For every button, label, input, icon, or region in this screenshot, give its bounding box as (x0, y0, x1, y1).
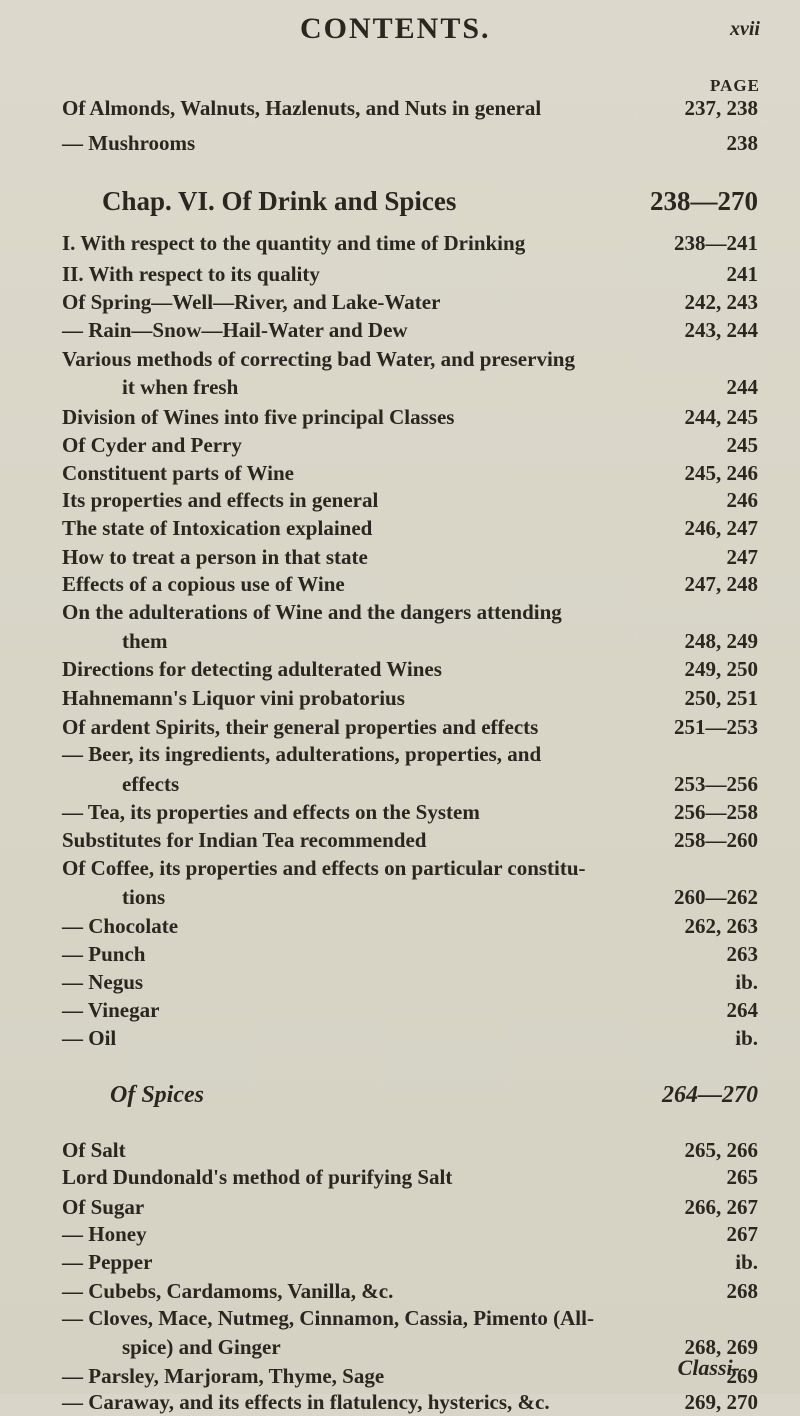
entry-title: Of Spring—Well—River, and Lake-Water (62, 290, 441, 314)
entry-pages: 237, 238 (684, 96, 758, 120)
entry-pages: 244 (726, 375, 758, 399)
entry-title: — Cubebs, Cardamoms, Vanilla, &c. (62, 1279, 394, 1303)
contents-entry (62, 461, 758, 487)
contents-entry (62, 914, 758, 940)
page-number: xvii (730, 18, 760, 40)
contents-entry (62, 488, 758, 514)
entry-pages: 269 (726, 1364, 758, 1388)
contents-entry (62, 1279, 758, 1305)
entry-pages: 269, 270 (684, 1390, 758, 1414)
entry-title: — Rain—Snow—Hail-Water and Dew (62, 318, 408, 342)
entry-pages: 258—260 (674, 828, 758, 852)
entry-pages: 263 (726, 942, 758, 966)
contents-entry (62, 1250, 758, 1276)
contents-entry (62, 545, 758, 571)
entry-title: spice) and Ginger (122, 1335, 281, 1359)
entry-pages: 244, 245 (684, 405, 758, 429)
entry-pages: 238 (726, 131, 758, 155)
entry-pages: ib. (735, 970, 758, 994)
entry-pages: 251—253 (674, 715, 758, 739)
entry-title: — Punch (62, 942, 146, 966)
entry-title: effects (122, 772, 180, 796)
contents-entry (62, 1335, 758, 1361)
entry-title: Effects of a copious use of Wine (62, 572, 345, 596)
contents-entry (62, 1364, 758, 1390)
entry-title: — Cloves, Mace, Nutmeg, Cinnamon, Cassia, Pimento (All- (62, 1306, 594, 1330)
contents-entry (62, 600, 758, 626)
entry-title: The state of Intoxication explained (62, 516, 373, 540)
contents-entry (62, 318, 758, 344)
entry-title: Substitutes for Indian Tea recommended (62, 828, 427, 852)
page-header (0, 8, 800, 48)
entry-pages: 247 (726, 545, 758, 569)
contents-entry (62, 686, 758, 712)
entry-title: Of Almonds, Walnuts, Hazlenuts, and Nuts in general (62, 96, 542, 120)
contents-entry (62, 742, 758, 768)
entry-pages: 246 (726, 488, 758, 512)
entry-pages: 256—258 (674, 800, 758, 824)
contents-entry (62, 96, 758, 122)
contents-entry (62, 131, 758, 157)
contents-entry (62, 1306, 758, 1332)
contents-entry (62, 942, 758, 968)
entry-pages: 246, 247 (684, 516, 758, 540)
contents-entry (62, 828, 758, 854)
entry-pages: 241 (726, 262, 758, 286)
entry-title: Chap. VI. Of Drink and Spices (102, 186, 457, 216)
entry-pages: 250, 251 (684, 686, 758, 710)
contents-entry (62, 715, 758, 741)
contents-entry (62, 375, 758, 401)
entry-title: — Mushrooms (62, 131, 196, 155)
entry-title: Of Cyder and Perry (62, 433, 242, 457)
entry-pages: 260—262 (674, 885, 758, 909)
entry-pages: 247, 248 (684, 572, 758, 596)
entry-title: II. With respect to its quality (62, 262, 320, 286)
contents-entry (62, 998, 758, 1024)
entry-pages: 266, 267 (684, 1195, 758, 1219)
entry-title: them (122, 629, 168, 653)
entry-pages: 249, 250 (684, 657, 758, 681)
entry-pages: 248, 249 (684, 629, 758, 653)
contents-entry (62, 516, 758, 542)
entry-pages: 268 (726, 1279, 758, 1303)
contents-entry (62, 629, 758, 655)
entry-pages: 265 (726, 1165, 758, 1189)
entry-title: — Tea, its properties and effects on the System (62, 800, 480, 824)
contents-entry (62, 262, 758, 288)
entry-pages: 243, 244 (684, 318, 758, 342)
entry-title: Constituent parts of Wine (62, 461, 294, 485)
contents-entry (62, 347, 758, 373)
entry-title: Directions for detecting adulterated Wines (62, 657, 442, 681)
contents-entry (62, 1195, 758, 1221)
entry-pages: 245, 246 (684, 461, 758, 485)
section-heading (62, 1082, 758, 1108)
contents-entry (62, 572, 758, 598)
entry-title: — Negus (62, 970, 144, 994)
entry-title: — Honey (62, 1222, 147, 1246)
chapter-heading (62, 186, 758, 216)
entry-pages: 245 (726, 433, 758, 457)
entry-title: On the adulterations of Wine and the dangers attending (62, 600, 562, 624)
entry-title: — Beer, its ingredients, adulterations, properties, and (62, 742, 542, 766)
entry-pages: 264—270 (662, 1082, 758, 1108)
entry-pages: 268, 269 (684, 1335, 758, 1359)
contents-entry (62, 1026, 758, 1052)
entry-title: Various methods of correcting bad Water, and preserving (62, 347, 575, 371)
entry-pages: 265, 266 (684, 1138, 758, 1162)
contents-entry (62, 772, 758, 798)
entry-pages: 264 (726, 998, 758, 1022)
entry-pages: ib. (735, 1026, 758, 1050)
entry-title: How to treat a person in that state (62, 545, 368, 569)
entry-pages: 253—256 (674, 772, 758, 796)
contents-entry (62, 231, 758, 257)
entry-pages: ib. (735, 1250, 758, 1274)
entry-title: — Chocolate (62, 914, 179, 938)
contents-entry (62, 970, 758, 996)
entry-title: — Vinegar (62, 998, 160, 1022)
contents-entry (62, 290, 758, 316)
entry-title: Of Salt (62, 1138, 126, 1162)
contents-entry (62, 1390, 758, 1416)
entry-title: Of Coffee, its properties and effects on particular constitu- (62, 856, 586, 880)
entry-title: Of ardent Spirits, their general properties and effects (62, 715, 539, 739)
entry-pages: 267 (726, 1222, 758, 1246)
entry-title: — Parsley, Marjoram, Thyme, Sage (62, 1364, 385, 1388)
entry-title: Of Sugar (62, 1195, 145, 1219)
contents-entry (62, 856, 758, 882)
contents-entry (62, 1222, 758, 1248)
contents-entry (62, 405, 758, 431)
contents-entry (62, 800, 758, 826)
contents-entry (62, 1138, 758, 1164)
entry-title: Hahnemann's Liquor vini probatorius (62, 686, 405, 710)
entry-title: — Oil (62, 1026, 117, 1050)
entry-title: Division of Wines into five principal Classes (62, 405, 455, 429)
entry-title: — Caraway, and its effects in flatulency, hysterics, &c. (62, 1390, 550, 1414)
contents-entry (62, 433, 758, 459)
running-title: CONTENTS. (300, 12, 491, 45)
entry-title: Lord Dundonald's method of purifying Salt (62, 1165, 453, 1189)
contents-entry (62, 885, 758, 911)
page-column-label: PAGE (710, 76, 760, 95)
contents-entry (62, 657, 758, 683)
entry-pages: 262, 263 (684, 914, 758, 938)
entry-pages: 238—241 (674, 231, 758, 255)
contents-entry (62, 1165, 758, 1191)
entry-title: tions (122, 885, 166, 909)
entry-title: it when fresh (122, 375, 239, 399)
catchword: Classi- (677, 1355, 740, 1380)
entry-title: Its properties and effects in general (62, 488, 379, 512)
entry-pages: 242, 243 (684, 290, 758, 314)
entry-title: Of Spices (110, 1082, 204, 1108)
entry-title: — Pepper (62, 1250, 153, 1274)
entry-pages: 238—270 (650, 186, 758, 216)
entry-title: I. With respect to the quantity and time of Drinking (62, 231, 526, 255)
